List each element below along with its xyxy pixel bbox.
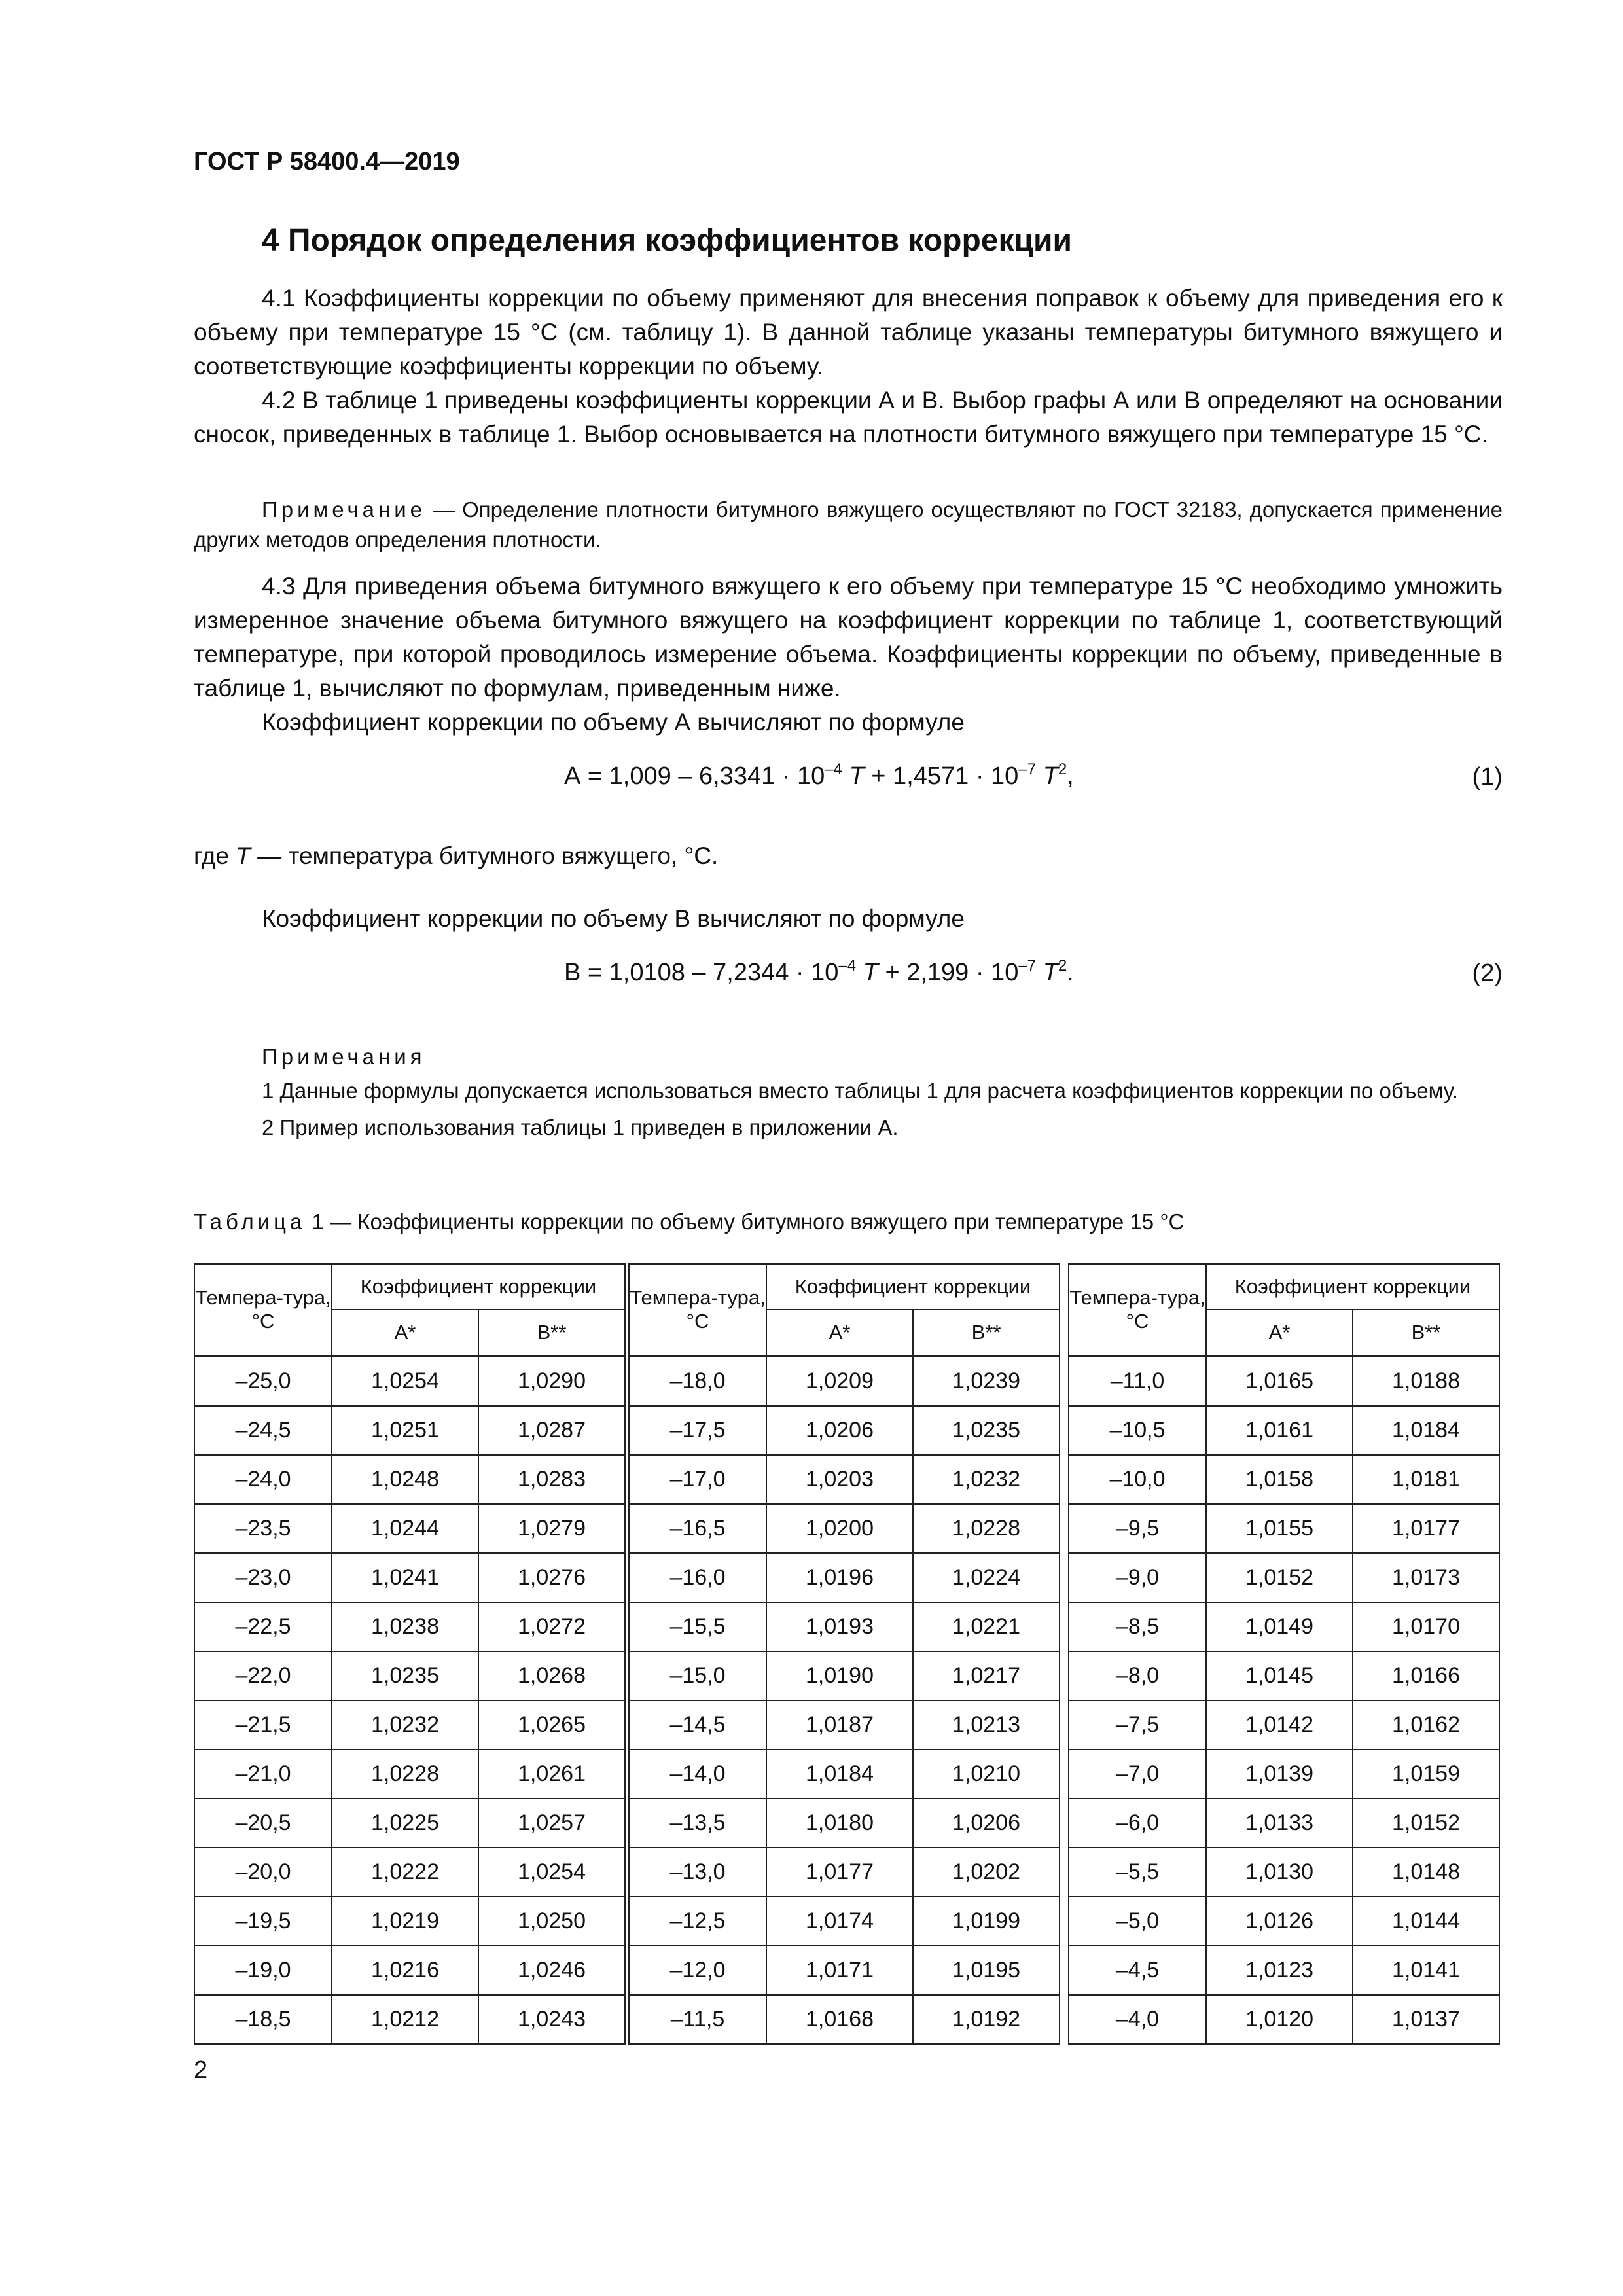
cell-coef-a: 1,0235	[332, 1651, 478, 1700]
header-coefficient: Коэффициент коррекции	[332, 1264, 625, 1310]
cell-coef-b: 1,0261	[478, 1749, 625, 1799]
cell-coef-a: 1,0248	[332, 1455, 478, 1504]
formula-b-number: (2)	[1472, 960, 1503, 987]
cell-coef-b: 1,0257	[478, 1799, 625, 1848]
cell-temperature: –6,0	[1069, 1799, 1206, 1848]
note-2: 2 Пример использования таблицы 1 приведен в приложении А.	[262, 1115, 899, 1139]
cell-coef-b: 1,0243	[478, 1995, 625, 2044]
cell-coef-b: 1,0181	[1353, 1455, 1499, 1504]
table-row	[1069, 1995, 1499, 2044]
cell-coef-b: 1,0170	[1353, 1602, 1499, 1651]
table-row	[1069, 1700, 1499, 1749]
cell-coef-a: 1,0251	[332, 1406, 478, 1455]
cell-coef-b: 1,0159	[1353, 1749, 1499, 1799]
cell-coef-a: 1,0120	[1206, 1995, 1353, 2044]
page-number: 2	[194, 2056, 208, 2084]
cell-coef-a: 1,0228	[332, 1749, 478, 1799]
cell-coef-a: 1,0238	[332, 1602, 478, 1651]
cell-coef-a: 1,0190	[766, 1651, 913, 1700]
cell-coef-a: 1,0155	[1206, 1504, 1353, 1553]
header-a: А*	[332, 1310, 478, 1356]
table-row	[1069, 1848, 1499, 1897]
table-block-3	[1068, 1263, 1500, 2045]
table-row	[629, 1848, 1060, 1897]
table-row	[194, 1749, 625, 1799]
cell-temperature: –17,0	[629, 1455, 766, 1504]
table-row	[194, 1455, 625, 1504]
cell-coef-a: 1,0133	[1206, 1799, 1353, 1848]
cell-coef-a: 1,0180	[766, 1799, 913, 1848]
cell-temperature: –10,0	[1069, 1455, 1206, 1504]
cell-coef-a: 1,0177	[766, 1848, 913, 1897]
document-code: ГОСТ Р 58400.4—2019	[194, 148, 460, 175]
cell-coef-b: 1,0177	[1353, 1504, 1499, 1553]
cell-coef-a: 1,0203	[766, 1455, 913, 1504]
cell-temperature: –22,5	[194, 1602, 332, 1651]
cell-coef-b: 1,0210	[913, 1749, 1060, 1799]
table-row	[1069, 1946, 1499, 1995]
cell-temperature: –5,5	[1069, 1848, 1206, 1897]
cell-coef-a: 1,0225	[332, 1799, 478, 1848]
cell-temperature: –8,5	[1069, 1602, 1206, 1651]
cell-coef-b: 1,0232	[913, 1455, 1060, 1504]
cell-temperature: –7,0	[1069, 1749, 1206, 1799]
table-row	[1069, 1799, 1499, 1848]
cell-coef-b: 1,0152	[1353, 1799, 1499, 1848]
cell-temperature: –11,5	[629, 1995, 766, 2044]
table-row	[194, 1848, 625, 1897]
cell-coef-b: 1,0166	[1353, 1651, 1499, 1700]
notes-label: Примечания	[262, 1045, 426, 1069]
cell-coef-a: 1,0212	[332, 1995, 478, 2044]
table-row	[1069, 1897, 1499, 1946]
table-row	[629, 1700, 1060, 1749]
cell-coef-a: 1,0168	[766, 1995, 913, 2044]
table-row	[1069, 1651, 1499, 1700]
paragraph-4-2: 4.2 В таблице 1 приведены коэффициенты коррекции А и В. Выбор графы А или В определяют на основании сносок, приведенных в таблице 1. Выбор основывается на плотности битумного вяжущего при температуре 15 °С.	[194, 387, 1503, 448]
header-b: В**	[913, 1310, 1060, 1356]
table-row	[194, 1700, 625, 1749]
table-row	[194, 1799, 625, 1848]
cell-coef-a: 1,0139	[1206, 1749, 1353, 1799]
table-row	[629, 1651, 1060, 1700]
cell-temperature: –21,5	[194, 1700, 332, 1749]
table-row	[629, 1406, 1060, 1455]
cell-coef-b: 1,0283	[478, 1455, 625, 1504]
cell-coef-b: 1,0228	[913, 1504, 1060, 1553]
table-row	[194, 1651, 625, 1700]
table-row	[629, 1553, 1060, 1602]
cell-coef-a: 1,0158	[1206, 1455, 1353, 1504]
note-text: — Определение плотности битумного вяжущего осуществляют по ГОСТ 32183, допускается применение других методов определения плотности.	[194, 497, 1503, 552]
header-b: В**	[478, 1310, 625, 1356]
cell-coef-a: 1,0219	[332, 1897, 478, 1946]
header-b: В**	[1353, 1310, 1499, 1356]
table-row	[194, 1553, 625, 1602]
table-row	[194, 1602, 625, 1651]
note-body	[194, 495, 1503, 555]
table-row	[1069, 1406, 1499, 1455]
cell-coef-a: 1,0200	[766, 1504, 913, 1553]
cell-coef-a: 1,0193	[766, 1602, 913, 1651]
cell-temperature: –9,5	[1069, 1504, 1206, 1553]
cell-coef-b: 1,0184	[1353, 1406, 1499, 1455]
cell-coef-a: 1,0123	[1206, 1946, 1353, 1995]
cell-coef-b: 1,0137	[1353, 1995, 1499, 2044]
note-label: Примечание	[262, 497, 427, 522]
cell-coef-b: 1,0279	[478, 1504, 625, 1553]
cell-temperature: –11,0	[1069, 1356, 1206, 1406]
cell-temperature: –18,5	[194, 1995, 332, 2044]
table-row	[1069, 1504, 1499, 1553]
cell-coef-a: 1,0149	[1206, 1602, 1353, 1651]
table-block-2	[628, 1263, 1060, 2045]
cell-coef-a: 1,0174	[766, 1897, 913, 1946]
cell-temperature: –4,5	[1069, 1946, 1206, 1995]
cell-coef-b: 1,0162	[1353, 1700, 1499, 1749]
cell-temperature: –16,0	[629, 1553, 766, 1602]
header-a: А*	[766, 1310, 913, 1356]
cell-temperature: –9,0	[1069, 1553, 1206, 1602]
cell-coef-b: 1,0268	[478, 1651, 625, 1700]
paragraph-4-3: 4.3 Для приведения объема битумного вяжущего к его объему при температуре 15 °С необходимо умножить измеренное значение объема битумного вяжущего на коэффициент коррекции по таблице 1, соответствующий температуре, при которой проводилось измерение объема. Коэффициенты коррекции по объему, приведенные в таблице 1, вычисляют по формулам, приведенным ниже.	[194, 573, 1503, 702]
cell-coef-b: 1,0224	[913, 1553, 1060, 1602]
cell-coef-a: 1,0222	[332, 1848, 478, 1897]
cell-coef-a: 1,0241	[332, 1553, 478, 1602]
cell-temperature: –19,0	[194, 1946, 332, 1995]
cell-temperature: –16,5	[629, 1504, 766, 1553]
cell-coef-b: 1,0265	[478, 1700, 625, 1749]
table-row	[629, 1897, 1060, 1946]
cell-coef-b: 1,0235	[913, 1406, 1060, 1455]
cell-coef-b: 1,0144	[1353, 1897, 1499, 1946]
cell-coef-a: 1,0171	[766, 1946, 913, 1995]
table-row	[1069, 1749, 1499, 1799]
notes	[194, 1042, 1503, 1143]
header-coefficient: Коэффициент коррекции	[766, 1264, 1060, 1310]
header-a: А*	[1206, 1310, 1353, 1356]
cell-temperature: –14,5	[629, 1700, 766, 1749]
note	[194, 495, 1503, 555]
cell-coef-a: 1,0152	[1206, 1553, 1353, 1602]
formula-b: $В = 1,0108 - 7,2344 \cdot 10^{-4}$ $Т + 2,199 \cdot 10^{-7}$ $Т^2$.	[564, 957, 1074, 986]
cell-coef-b: 1,0195	[913, 1946, 1060, 1995]
cell-coef-b: 1,0250	[478, 1897, 625, 1946]
table-row	[629, 1356, 1060, 1406]
cell-temperature: –14,0	[629, 1749, 766, 1799]
formula-a-intro: Коэффициент коррекции по объему А вычисляют по формуле	[262, 709, 965, 736]
cell-coef-a: 1,0165	[1206, 1356, 1353, 1406]
cell-coef-a: 1,0142	[1206, 1700, 1353, 1749]
table-row	[629, 1749, 1060, 1799]
formula-a-number: (1)	[1472, 763, 1503, 791]
cell-coef-a: 1,0161	[1206, 1406, 1353, 1455]
cell-coef-b: 1,0148	[1353, 1848, 1499, 1897]
cell-temperature: –13,0	[629, 1848, 766, 1897]
formula-b-intro: Коэффициент коррекции по объему В вычисляют по формуле	[262, 905, 965, 932]
cell-coef-b: 1,0290	[478, 1356, 625, 1406]
cell-temperature: –21,0	[194, 1749, 332, 1799]
cell-temperature: –12,5	[629, 1897, 766, 1946]
cell-temperature: –7,5	[1069, 1700, 1206, 1749]
note-1: 1 Данные формулы допускается использоваться вместо таблицы 1 для расчета коэффициентов коррекции по объему.	[262, 1079, 1459, 1103]
cell-coef-b: 1,0221	[913, 1602, 1060, 1651]
table-row	[194, 1897, 625, 1946]
table-row	[629, 1602, 1060, 1651]
cell-temperature: –5,0	[1069, 1897, 1206, 1946]
table-caption: Таблица 1 — Коэффициенты коррекции по объему битумного вяжущего при температуре 15 °С	[194, 1210, 1185, 1234]
cell-temperature: –15,0	[629, 1651, 766, 1700]
cell-coef-b: 1,0173	[1353, 1553, 1499, 1602]
cell-coef-b: 1,0217	[913, 1651, 1060, 1700]
table-row	[194, 1504, 625, 1553]
cell-temperature: –15,5	[629, 1602, 766, 1651]
table-row	[629, 1455, 1060, 1504]
table-row	[1069, 1553, 1499, 1602]
cell-coef-b: 1,0276	[478, 1553, 625, 1602]
table-row	[194, 1356, 625, 1406]
table-row	[194, 1995, 625, 2044]
cell-coef-a: 1,0184	[766, 1749, 913, 1799]
cell-temperature: –20,0	[194, 1848, 332, 1897]
table-row	[194, 1946, 625, 1995]
table-block-1	[194, 1263, 626, 2045]
cell-temperature: –24,0	[194, 1455, 332, 1504]
cell-temperature: –8,0	[1069, 1651, 1206, 1700]
cell-coef-a: 1,0196	[766, 1553, 913, 1602]
table-row	[1069, 1356, 1499, 1406]
cell-coef-a: 1,0216	[332, 1946, 478, 1995]
cell-coef-a: 1,0232	[332, 1700, 478, 1749]
table-row	[629, 1799, 1060, 1848]
cell-coef-b: 1,0287	[478, 1406, 625, 1455]
table-row	[194, 1406, 625, 1455]
cell-coef-b: 1,0199	[913, 1897, 1060, 1946]
header-temperature: Темпера-тура, °С	[194, 1264, 332, 1356]
header-temperature: Темпера-тура, °С	[1069, 1264, 1206, 1356]
cell-temperature: –18,0	[629, 1356, 766, 1406]
cell-coef-a: 1,0209	[766, 1356, 913, 1406]
cell-coef-a: 1,0145	[1206, 1651, 1353, 1700]
cell-temperature: –23,5	[194, 1504, 332, 1553]
cell-coef-a: 1,0130	[1206, 1848, 1353, 1897]
cell-temperature: –4,0	[1069, 1995, 1206, 2044]
cell-temperature: –10,5	[1069, 1406, 1206, 1455]
cell-temperature: –24,5	[194, 1406, 332, 1455]
paragraph-4-1: 4.1 Коэффициенты коррекции по объему применяют для внесения поправок к объему для приведения его к объему при температуре 15 °С (см. таблицу 1). В данной таблице указаны температуры битумного вяжущего и соответствующие коэффициенты коррекции по объему.	[194, 285, 1503, 380]
header-coefficient: Коэффициент коррекции	[1206, 1264, 1499, 1310]
cell-temperature: –19,5	[194, 1897, 332, 1946]
cell-coef-a: 1,0126	[1206, 1897, 1353, 1946]
cell-coef-b: 1,0188	[1353, 1356, 1499, 1406]
cell-coef-a: 1,0206	[766, 1406, 913, 1455]
cell-temperature: –17,5	[629, 1406, 766, 1455]
table-row	[629, 1946, 1060, 1995]
cell-temperature: –23,0	[194, 1553, 332, 1602]
cell-temperature: –22,0	[194, 1651, 332, 1700]
table-row	[629, 1995, 1060, 2044]
table-row	[1069, 1455, 1499, 1504]
cell-temperature: –20,5	[194, 1799, 332, 1848]
where-clause: где Т — температура битумного вяжущего, °С.	[194, 842, 719, 869]
cell-coef-b: 1,0202	[913, 1848, 1060, 1897]
formula-a: $А = 1,009 - 6,3341 \cdot 10^{-4}$ $Т + 1,4571 \cdot 10^{-7}$ $Т^2$,	[564, 761, 1074, 790]
table-row	[629, 1504, 1060, 1553]
cell-coef-b: 1,0141	[1353, 1946, 1499, 1995]
cell-temperature: –25,0	[194, 1356, 332, 1406]
cell-coef-b: 1,0213	[913, 1700, 1060, 1749]
cell-coef-b: 1,0254	[478, 1848, 625, 1897]
cell-temperature: –13,5	[629, 1799, 766, 1848]
cell-coef-a: 1,0254	[332, 1356, 478, 1406]
header-temperature: Темпера-тура, °С	[629, 1264, 766, 1356]
cell-coef-b: 1,0272	[478, 1602, 625, 1651]
cell-coef-a: 1,0187	[766, 1700, 913, 1749]
cell-coef-a: 1,0244	[332, 1504, 478, 1553]
cell-coef-b: 1,0239	[913, 1356, 1060, 1406]
table-row	[1069, 1602, 1499, 1651]
cell-temperature: –12,0	[629, 1946, 766, 1995]
cell-coef-b: 1,0246	[478, 1946, 625, 1995]
cell-coef-b: 1,0192	[913, 1995, 1060, 2044]
cell-coef-b: 1,0206	[913, 1799, 1060, 1848]
section-title: 4 Порядок определения коэффициентов коррекции	[262, 223, 1073, 258]
